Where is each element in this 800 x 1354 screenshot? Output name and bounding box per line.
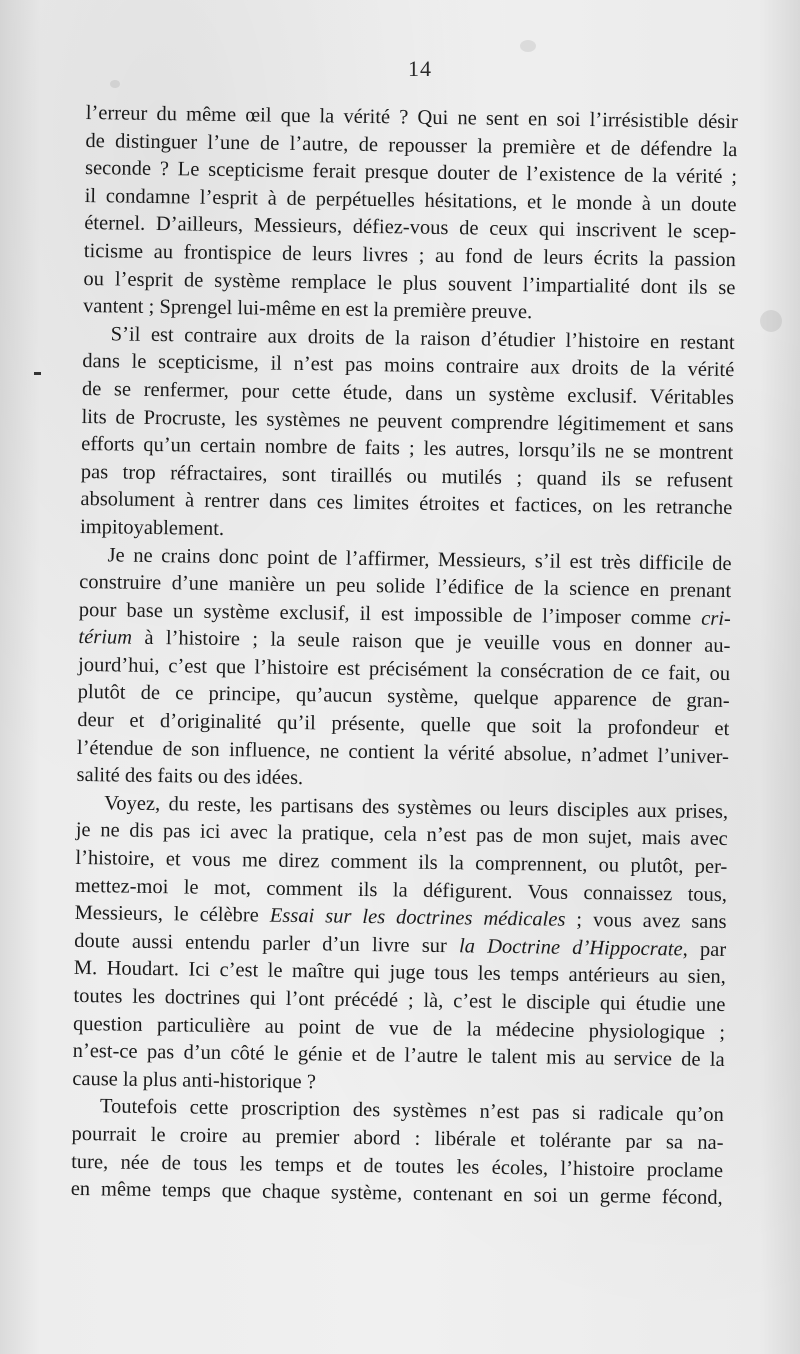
text-segment: Je ne crains donc point de l’affirmer, Messieurs, s’il est très difficile de — [107, 543, 732, 575]
text-segment: en même temps que chaque système, contenant en soi un germe fécond, — [70, 1178, 723, 1210]
text-segment: deur et d’originalité qu’il présente, quelle que soit la profondeur et — [77, 709, 730, 741]
text-segment: efforts qu’un certain nombre de faits ; les autres, lorsqu’ils ne se montrent — [81, 433, 734, 465]
body-text — [71, 100, 738, 1213]
text-segment: ou l’esprit de système remplace le plus souvent l’impartialité dont ils se — [83, 267, 736, 299]
italic-text: la Doctrine d’Hippocrate — [458, 935, 683, 961]
text-segment: ture, née de tous les temps et de toutes les écoles, l’histoire proclame — [71, 1150, 724, 1182]
margin-mark — [34, 372, 41, 375]
text-segment: Messieurs, le célèbre — [74, 902, 270, 927]
text-segment: pas trop réfractaires, sont tiraillés ou mutilés ; quand ils se refusent — [80, 460, 733, 492]
text-segment: ticisme au frontispice de leurs livres ; au fond de leurs écrits la passion — [83, 239, 736, 272]
text-segment: , par — [682, 938, 727, 961]
text-segment: absolument à rentrer dans ces limites étroites et factices, on les retranche — [80, 488, 733, 520]
text-segment: cause la plus anti-historique ? — [72, 1067, 317, 1094]
italic-text: cri- — [701, 607, 731, 630]
text-segment: éternel. D’ailleurs, Messieurs, défiez-vous de ceux qui inscrivent le scep- — [84, 212, 737, 244]
text-segment: l’étendue de son influence, ne contient la vérité absolue, n’admet l’univer- — [76, 736, 730, 768]
text-segment: question particulière au point de vue de la médecine physiologique ; — [72, 1012, 726, 1044]
text-segment: vantent ; Sprengel lui-même en est la première preuve. — [82, 295, 533, 324]
paper-stain — [760, 310, 782, 332]
text-segment: à l’histoire ; la seule raison que je veuille vous en donner au- — [131, 626, 731, 658]
text-segment: jourd’hui, c’est que l’histoire est précisément la consécration de ce fait, ou — [77, 653, 731, 685]
italic-text: Essai sur les doctrines médicales — [269, 904, 566, 931]
text-segment: Voyez, du reste, les partisans des systèmes ou leurs disciples aux prises, — [104, 792, 729, 823]
text-segment: construire d’une manière un peu solide l’édifice de la science en prenant — [79, 571, 732, 603]
text-segment: toutes les doctrines qui l’ont précédé ; là, c’est le disciple qui étudie une — [73, 984, 726, 1017]
text-segment: l’erreur du même œil que la vérité ? Qui ne sent en soi l’irrésistible désir — [85, 101, 738, 134]
text-segment: de distinguer l’une de l’autre, de repousser la première et de défendre la — [85, 129, 738, 161]
text-segment: l’histoire, et vous me direz comment ils la comprennent, ou plutôt, per- — [75, 846, 728, 879]
text-segment: pourrait le croire au premier abord : libérale et tolérante par sa na- — [71, 1122, 724, 1154]
text-segment: de se renfermer, pour cette étude, dans un système exclusif. Véritables — [81, 377, 735, 410]
text-segment: ; vous avez sans — [565, 908, 727, 934]
text-segment: je ne dis pas ici avec la pratique, cela n’est pas de mon sujet, mais avec — [75, 819, 728, 851]
text-segment: mettez-moi le mot, comment ils la défigurent. Vous connaissez tous, — [74, 874, 728, 906]
text-segment: doute aussi entendu parler d’un livre sur — [74, 929, 460, 958]
text-segment: Toutefois cette proscription des systèmes n’est pas si radicale qu’on — [99, 1095, 725, 1127]
text-segment: n’est-ce pas d’un côté le génie et de l’autre le talent mis au service de la — [72, 1040, 725, 1072]
text-segment: plutôt de ce principe, qu’aucun système, quelque apparence de gran- — [77, 681, 730, 713]
paper-stain — [520, 40, 536, 52]
italic-text: térium — [78, 626, 133, 649]
text-segment: pour base un système exclusif, il est impossible de l’imposer comme — [78, 598, 702, 630]
page-number: 14 — [408, 56, 432, 81]
text-segment: S’il est contraire aux droits de la raison d’étudier l’histoire en restant — [110, 323, 735, 354]
text-segment: impitoyablement. — [79, 515, 225, 540]
text-segment: lits de Procruste, les systèmes ne peuvent comprendre légitimement et sans — [81, 405, 734, 437]
text-segment: seconde ? Le scepticisme ferait presque douter de l’existence de la vérité ; — [84, 157, 738, 189]
text-segment: salité des faits ou des idées. — [76, 764, 304, 790]
text-segment: M. Houdart. Ici c’est le maître qui juge tous les temps antérieurs au sien, — [73, 957, 726, 989]
text-segment: il condamne l’esprit à de perpétuelles hésitations, et le monde à un doute — [84, 184, 737, 216]
text-segment: dans le scepticisme, il n’est pas moins contraire aux droits de la vérité — [82, 350, 735, 382]
